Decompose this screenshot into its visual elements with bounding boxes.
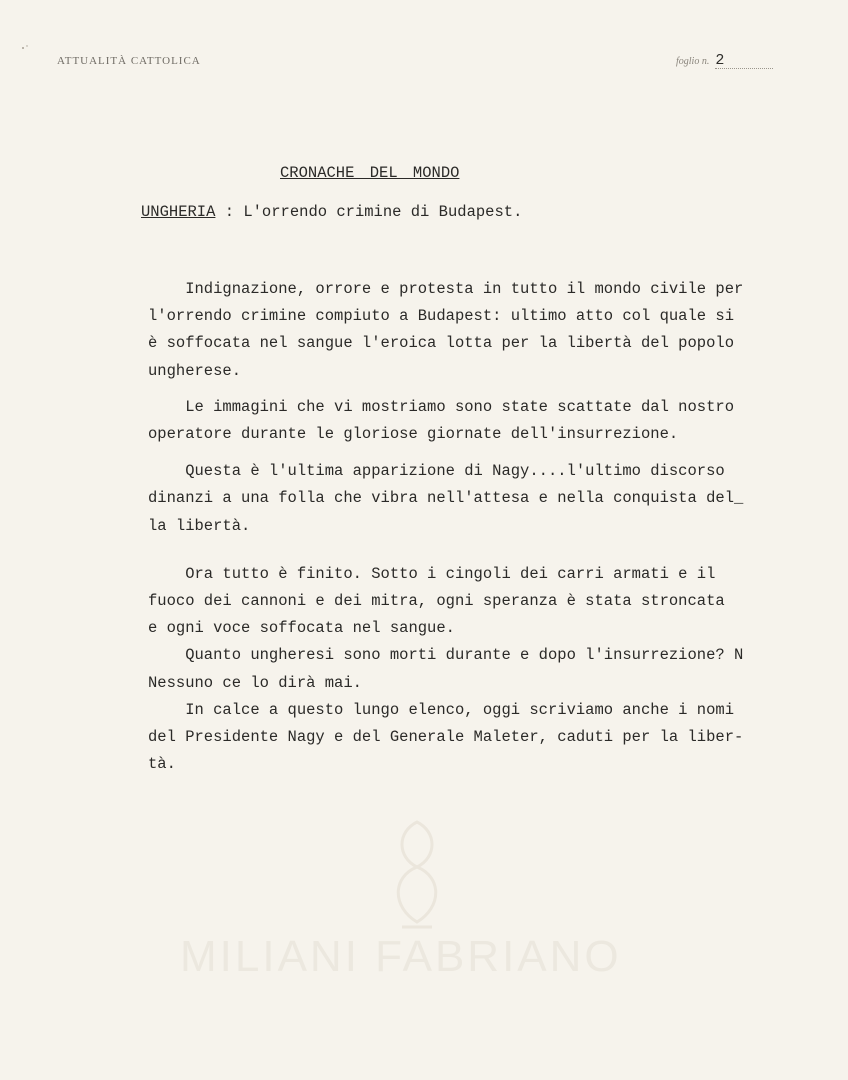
section-title: CRONACHE DEL MONDO [280,164,460,182]
sheet-number: 2 [715,54,773,69]
text-line: tà. [148,755,176,774]
subject-separator: : [215,203,244,221]
text-line: In calce a questo lungo elenco, oggi scriviamo anche i nomi [148,700,734,719]
text-line: fuoco dei cannoni e dei mitra, ogni speranza è stata stroncata [148,592,725,611]
paragraph-1 [148,276,798,385]
paragraph-2 [148,394,798,448]
paragraph-4 [148,561,798,779]
text-line: è soffocata nel sangue l'eroica lotta per la libertà del popolo [148,334,734,353]
letterhead-title: ATTUALITÀ CATTOLICA [57,55,201,67]
paragraph-3 [148,458,798,540]
text-line: operatore durante le gloriose giornate dell'insurrezione. [148,425,679,444]
text-line: Indignazione, orrore e protesta in tutto il mondo civile per [148,280,744,298]
text-line: Le immagini che vi mostriamo sono state scattate dal nostro [148,397,734,416]
watermark-emblem-icon [372,812,462,932]
subject-country: UNGHERIA [141,203,216,221]
text-line: ungherese. [148,361,242,380]
text-line: la libertà. [148,516,251,535]
text-line: e ogni voce soffocata nel sangue. [148,619,455,638]
text-line: Questa è l'ultima apparizione di Nagy....l'ultimo discorso [148,462,725,481]
sheet-number-field [676,54,788,69]
article-body [148,276,798,778]
text-line: del Presidente Nagy e del Generale Maleter, caduti per la liber- [148,728,744,747]
ink-specks [15,10,55,60]
sheet-label: foglio n. [676,56,710,67]
text-line: Nessuno ce lo dirà mai. [148,673,362,692]
paper-watermark: MILIANI FABRIANO [180,932,622,981]
subject-headline: L'orrendo crimine di Budapest. [243,203,523,221]
text-line: Quanto ungheresi sono morti durante e dopo l'insurrezione? N [148,646,744,665]
text-line: Ora tutto è finito. Sotto i cingoli dei carri armati e il [148,564,716,583]
subject-line [141,203,522,221]
text-line: dinanzi a una folla che vibra nell'attesa e nella conquista del_ [148,489,744,508]
text-line: l'orrendo crimine compiuto a Budapest: ultimo atto col quale si [148,307,734,326]
